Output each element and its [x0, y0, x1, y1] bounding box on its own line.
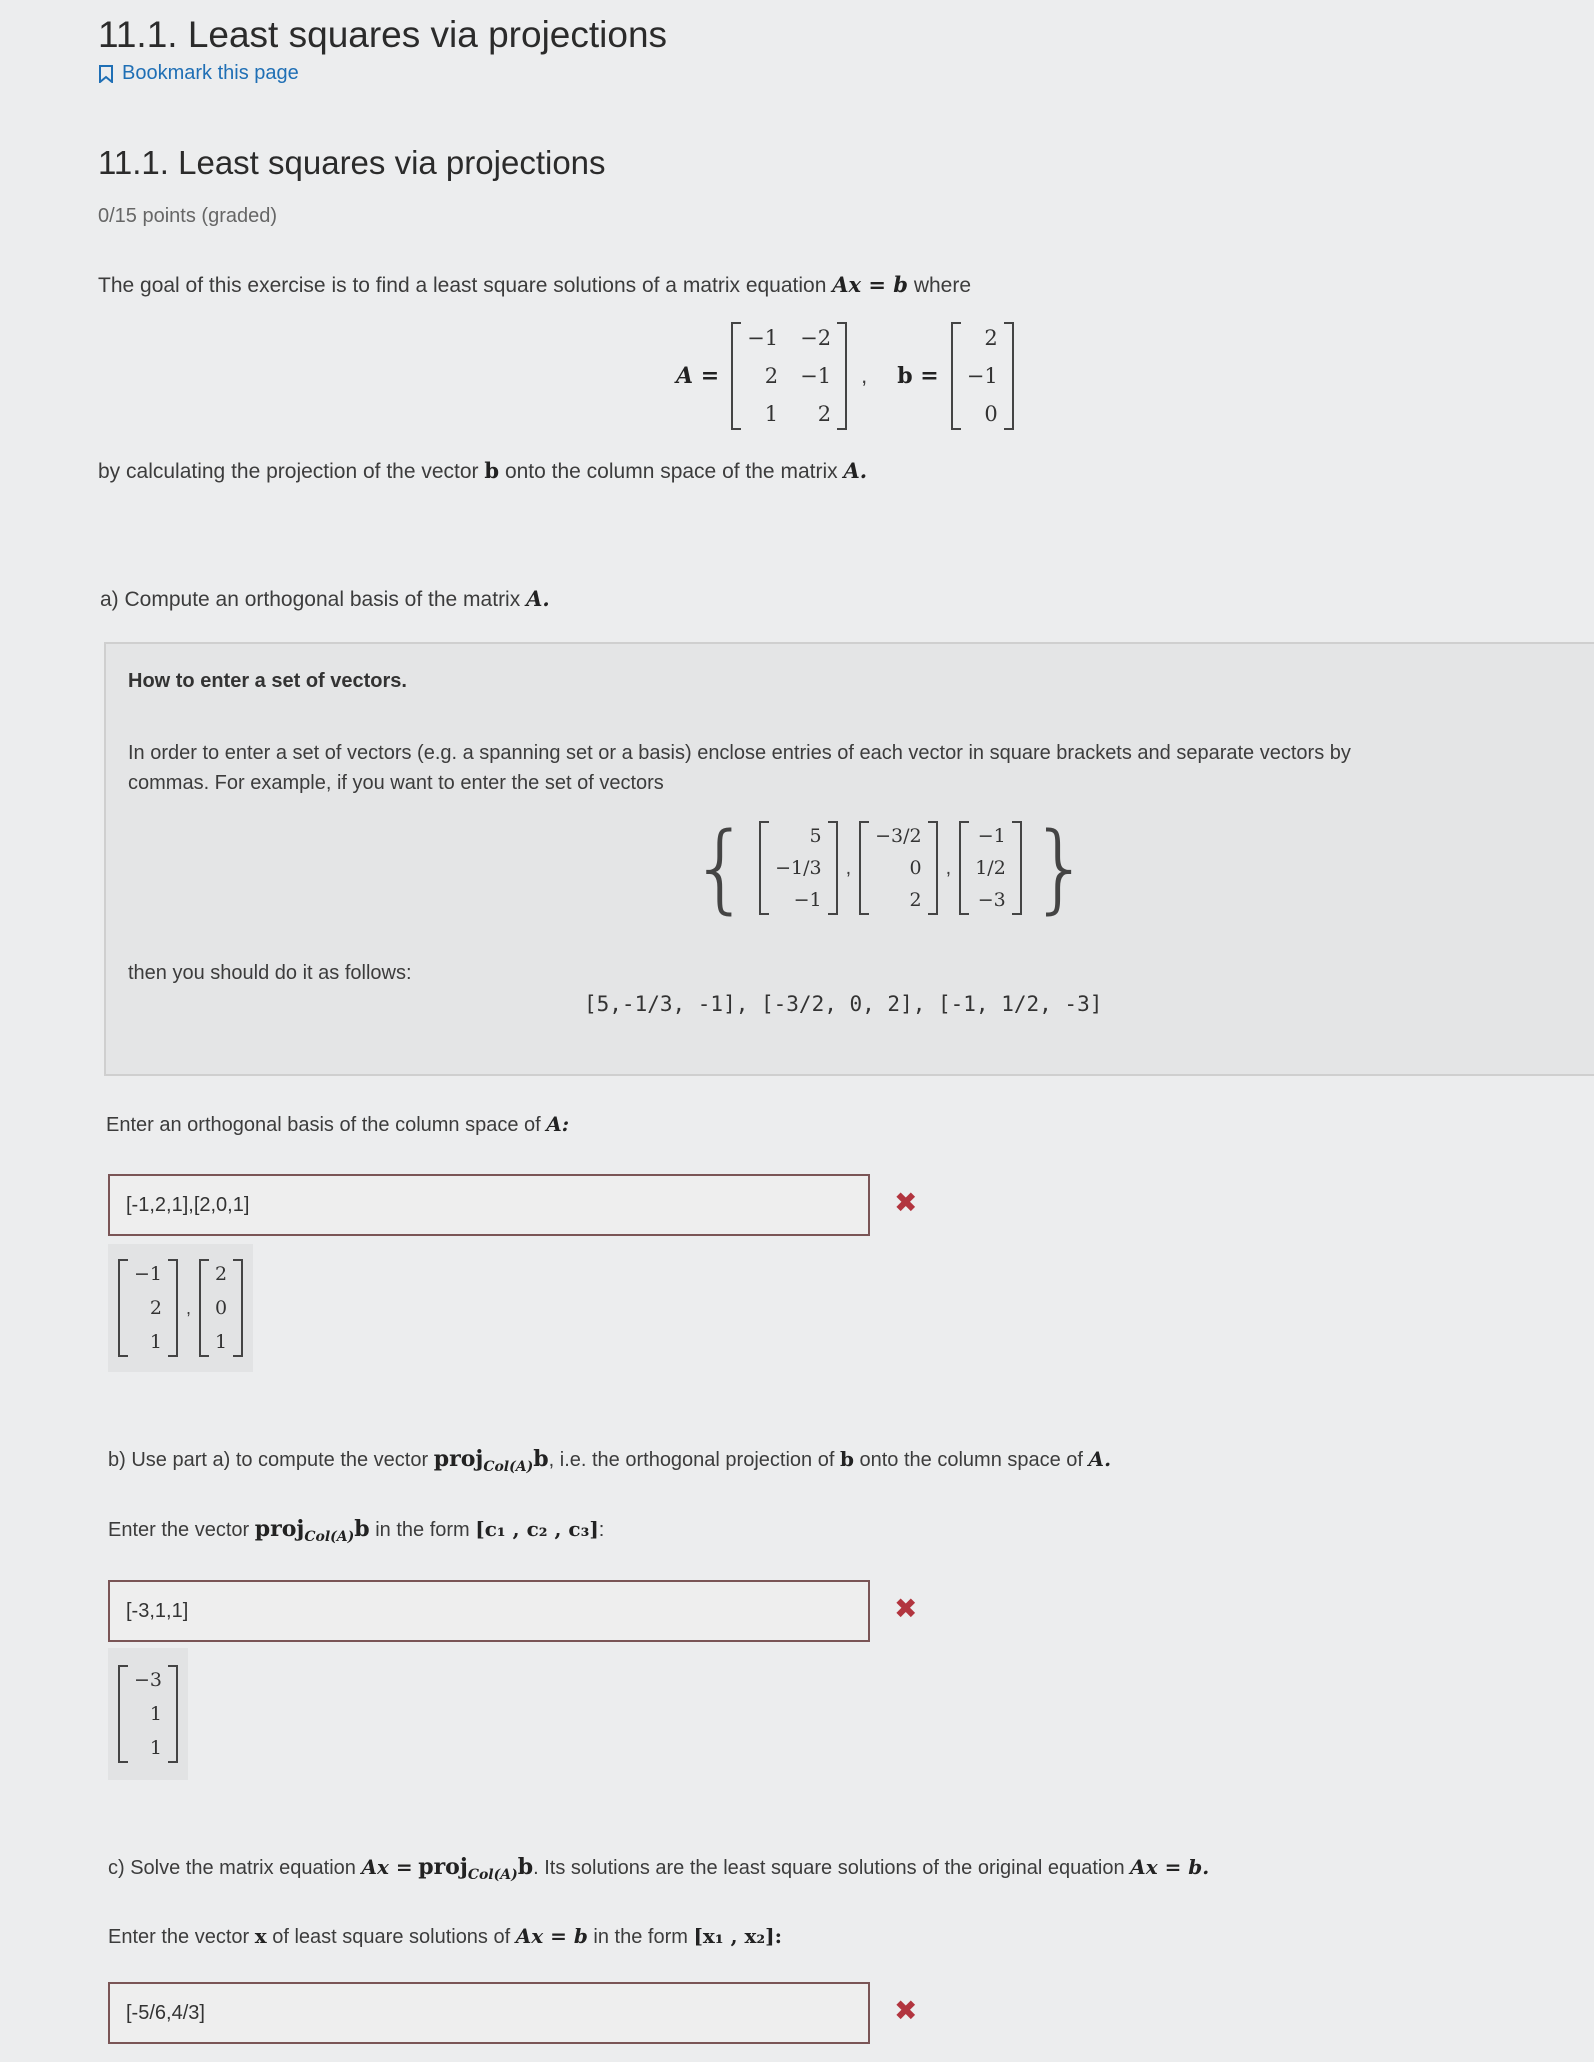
preview-vector-1: −1 2 1 [118, 1259, 178, 1357]
matrix-a-label: A = [676, 363, 720, 389]
preview-vector-proj: −3 1 1 [118, 1665, 178, 1763]
matrix-a: −1 −2 2 −1 1 2 [731, 322, 847, 430]
intro-equation: Ax = b [832, 272, 908, 297]
by-text: by calculating the projection of the vector b onto the column space of the matrix A. [98, 458, 868, 483]
intro-text: The goal of this exercise is to find a least square solutions of a matrix equation Ax = b where [98, 272, 972, 297]
bookmark-label: Bookmark this page [122, 62, 299, 84]
matrix-display: A = −1 −2 2 −1 1 2 , b = 2 −1 0 [676, 322, 1014, 430]
part-c-enter-prompt: Enter the vector x of least square solutions of Ax = b in the form [x₁ , x₂]: [108, 1924, 783, 1948]
part-a-enter-prompt: Enter an orthogonal basis of the column space of A: [106, 1112, 570, 1136]
example-vector-2: −3/2 0 2 [859, 821, 938, 915]
part-c-answer-input[interactable]: [-5/6,4/3] [108, 1982, 870, 2044]
then-text: then you should do it as follows: [128, 962, 412, 984]
x-mark-icon: ✖ [894, 1187, 918, 1218]
vector-b: 2 −1 0 [951, 322, 1014, 430]
vector-b-label: b = [897, 363, 939, 389]
example-vector-set: { 5 −1/3 −1 , −3/2 0 2 , −1 1/2 −3 } [690, 812, 1091, 924]
part-b-answer-input[interactable]: [-3,1,1] [108, 1580, 870, 1642]
x-mark-icon: ✖ [894, 1593, 918, 1624]
example-code: [5,-1/3, -1], [-3/2, 0, 2], [-1, 1/2, -3] [584, 992, 1103, 1016]
bookmark-icon [98, 65, 114, 83]
part-c-prompt: c) Solve the matrix equation Ax = proj$_{Col(A)}$b. Its solutions are the least square solutions of the original equation Ax = b. [108, 1854, 1210, 1883]
bookmark-link[interactable] [98, 62, 299, 85]
preview-vector-2: 2 0 1 [199, 1259, 243, 1357]
example-vector-1: 5 −1/3 −1 [759, 821, 838, 915]
part-a-answer-input[interactable]: [-1,2,1],[2,0,1] [108, 1174, 870, 1236]
problem-title: 11.1. Least squares via projections [98, 144, 606, 181]
x-mark-icon: ✖ [894, 1995, 918, 2026]
howto-title: How to enter a set of vectors. [128, 670, 407, 692]
part-a-answer-preview: −1 2 1 , 2 0 1 [108, 1244, 253, 1372]
example-vector-3: −1 1/2 −3 [959, 821, 1022, 915]
part-b-prompt: b) Use part a) to compute the vector proj$_{Col(A)}$b, i.e. the orthogonal projection of b onto the column space of A. [108, 1446, 1112, 1475]
howto-text: In order to enter a set of vectors (e.g. a spanning set or a basis) enclose entries of each vector in square brackets and separate vectors by commas. For example, if you want to enter the set of vectors [128, 742, 1351, 794]
part-b-enter-prompt: Enter the vector proj$_{Col(A)}$b in the form [c₁ , c₂ , c₃]: [108, 1516, 605, 1545]
page-title: 11.1. Least squares via projections [98, 14, 668, 55]
part-b-answer-preview [108, 1648, 188, 1780]
points-label: 0/15 points (graded) [98, 205, 278, 227]
part-a-prompt: a) Compute an orthogonal basis of the matrix A. [100, 586, 550, 611]
